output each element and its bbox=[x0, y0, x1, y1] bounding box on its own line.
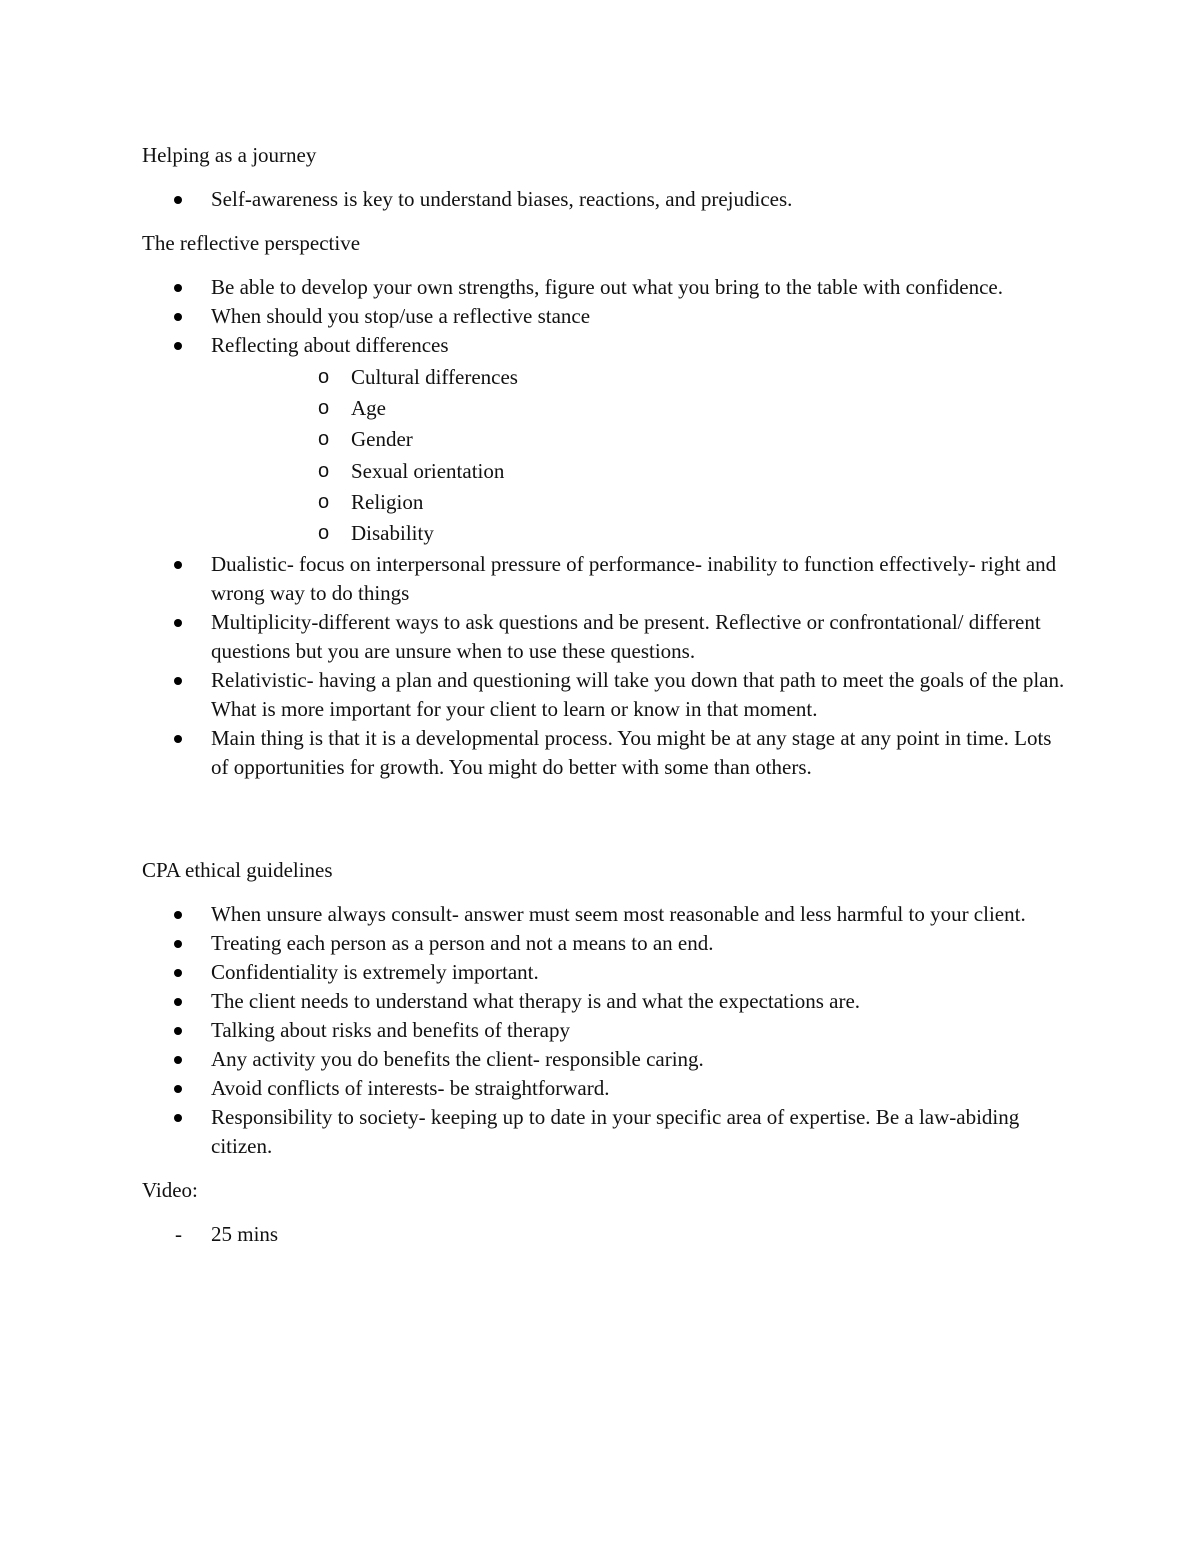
bullet-icon bbox=[174, 998, 182, 1006]
section-heading-helping: Helping as a journey bbox=[142, 143, 317, 167]
list-item: Avoid conflicts of interests- be straightforward. bbox=[142, 1074, 1072, 1103]
list-item: Treating each person as a person and not a means to an end. bbox=[142, 929, 1072, 958]
section-heading-cpa: CPA ethical guidelines bbox=[142, 858, 333, 883]
bullet-list-helping bbox=[142, 185, 1072, 214]
bullet-icon bbox=[174, 1027, 182, 1035]
list-item: The client needs to understand what therapy is and what the expectations are. bbox=[142, 987, 1072, 1016]
bullet-icon bbox=[174, 969, 182, 977]
list-item: - 25 mins bbox=[142, 1220, 1072, 1249]
list-item: Reflecting about differences o Cultural differences o Age o Gender o Sexual orientation o Religion o Disability bbox=[142, 331, 1072, 549]
list-item: Any activity you do benefits the client- responsible caring. bbox=[142, 1045, 1072, 1074]
circle-bullet-icon: o bbox=[318, 428, 330, 451]
circle-bullet-icon: o bbox=[318, 397, 330, 420]
bullet-icon bbox=[174, 619, 182, 627]
circle-bullet-icon: o bbox=[318, 366, 330, 388]
sub-list-item: o Age bbox=[211, 393, 1072, 424]
list-item: When should you stop/use a reflective stance bbox=[142, 302, 1072, 331]
bullet-list-reflective bbox=[142, 273, 1072, 782]
list-item: Responsibility to society- keeping up to date in your specific area of expertise. Be a law-abiding citizen. bbox=[142, 1103, 1072, 1161]
section-heading-video: Video: bbox=[142, 1178, 198, 1203]
bullet-icon bbox=[174, 284, 182, 292]
list-item: When unsure always consult- answer must seem most reasonable and less harmful to your client. bbox=[142, 900, 1072, 929]
bullet-icon bbox=[174, 196, 182, 204]
bullet-icon bbox=[174, 342, 182, 350]
list-item: Self-awareness is key to understand biases, reactions, and prejudices. bbox=[142, 185, 1072, 214]
section-heading-reflective: The reflective perspective bbox=[142, 231, 361, 255]
bullet-icon bbox=[174, 313, 182, 321]
sub-list-item: o Religion bbox=[211, 487, 1072, 518]
bullet-icon bbox=[174, 677, 182, 685]
bullet-list-cpa bbox=[142, 900, 1072, 1161]
list-item: Be able to develop your own strengths, figure out what you bring to the table with confidence. bbox=[142, 273, 1072, 302]
list-item: Dualistic- focus on interpersonal pressure of performance- inability to function effectively- right and wrong way to do things bbox=[142, 550, 1072, 608]
bullet-icon bbox=[174, 735, 182, 743]
sub-list-item: o Sexual orientation bbox=[211, 456, 1072, 487]
bullet-icon bbox=[174, 940, 182, 948]
sub-list-item: o Cultural differences bbox=[211, 362, 1072, 393]
bullet-icon bbox=[174, 911, 182, 919]
circle-bullet-icon: o bbox=[318, 522, 330, 545]
spacer bbox=[142, 797, 1072, 856]
list-item: Confidentiality is extremely important. bbox=[142, 958, 1072, 987]
bullet-icon bbox=[174, 561, 182, 569]
list-item: Multiplicity-different ways to ask questions and be present. Reflective or confrontational/ different questions but you are unsure when to use these questions. bbox=[142, 608, 1072, 666]
bullet-icon bbox=[174, 1114, 182, 1122]
circle-bullet-icon: o bbox=[318, 459, 330, 482]
bullet-icon bbox=[174, 1085, 182, 1093]
list-item: Relativistic- having a plan and questioning will take you down that path to meet the goals of the plan. What is more important for your client to learn or know in that moment. bbox=[142, 666, 1072, 724]
dash-list-video bbox=[142, 1220, 1072, 1249]
sub-list-item: o Disability bbox=[211, 518, 1072, 549]
document-page bbox=[142, 141, 1072, 1249]
circle-bullet-icon: o bbox=[318, 490, 330, 513]
sub-list-differences bbox=[211, 362, 1072, 549]
dash-bullet-icon: - bbox=[175, 1222, 182, 1247]
sub-list-item: o Gender bbox=[211, 424, 1072, 455]
list-item: Talking about risks and benefits of therapy bbox=[142, 1016, 1072, 1045]
bullet-icon bbox=[174, 1056, 182, 1064]
list-item: Main thing is that it is a developmental process. You might be at any stage at any point in time. Lots of opportunities for growth. You might do better with some than others. bbox=[142, 724, 1072, 782]
